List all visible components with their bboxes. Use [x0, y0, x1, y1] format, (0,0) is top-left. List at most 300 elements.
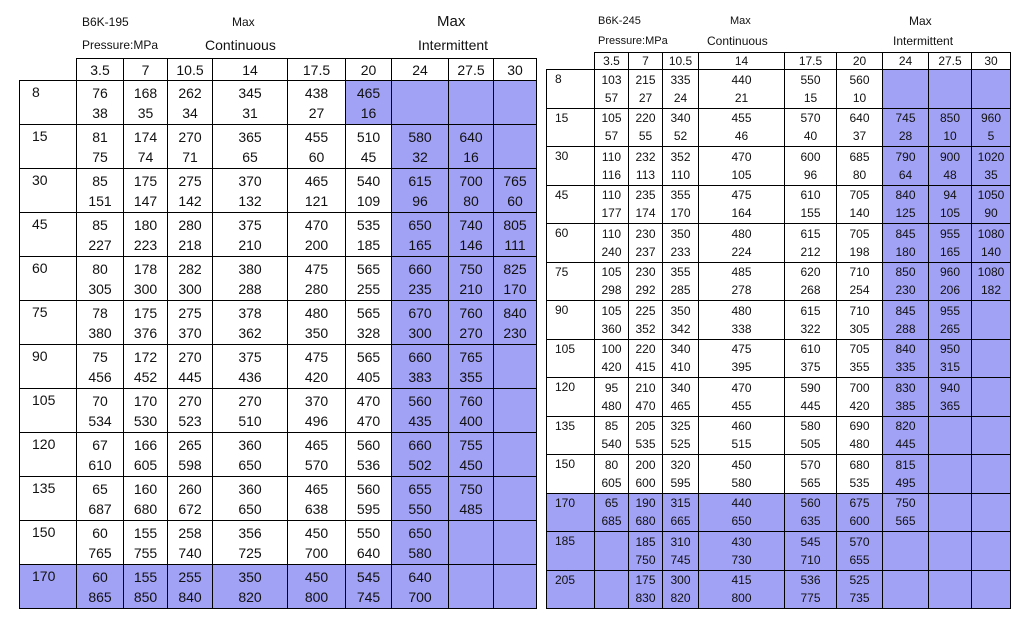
speed-value — [972, 512, 1010, 530]
speed-value — [972, 435, 1010, 453]
value-cell — [837, 532, 883, 571]
value-cell — [392, 521, 449, 565]
flow-value: 450 — [304, 568, 329, 585]
table-row — [20, 565, 537, 609]
value-cell — [929, 70, 972, 109]
value-cell — [449, 257, 494, 301]
speed-value: 165 — [939, 244, 961, 259]
value-cell — [595, 70, 629, 109]
flow-value: 845 — [895, 303, 916, 318]
flow-value — [972, 71, 1010, 89]
flow-value: 1080 — [977, 226, 1005, 241]
flow-value: 700 — [849, 380, 870, 395]
header-corner — [20, 59, 77, 81]
speed-value: 485 — [459, 500, 483, 517]
speed-value: 535 — [849, 475, 870, 490]
flow-value: 440 — [731, 72, 752, 87]
value-cell — [663, 147, 699, 186]
speed-value: 255 — [356, 280, 381, 297]
speed-value: 298 — [601, 283, 622, 298]
value-cell — [663, 455, 699, 494]
flow-value: 475 — [731, 188, 752, 203]
speed-value: 775 — [800, 591, 821, 606]
flow-value: 65 — [92, 480, 108, 497]
flow-value: 275 — [178, 172, 202, 189]
value-cell — [168, 433, 213, 477]
pressure-header-row — [20, 59, 537, 81]
flow-value — [392, 83, 448, 103]
speed-value: 665 — [670, 514, 691, 529]
flow-value: 545 — [356, 568, 381, 585]
flow-value: 440 — [731, 496, 752, 511]
speed-value: 540 — [601, 437, 622, 452]
value-cell — [972, 301, 1011, 340]
speed-value — [494, 411, 536, 431]
value-cell — [392, 213, 449, 257]
table-row — [547, 108, 1011, 147]
speed-value: 595 — [670, 475, 691, 490]
flow-value: 570 — [800, 457, 821, 472]
speed-value: 96 — [803, 167, 818, 182]
speed-value: 110 — [670, 167, 691, 182]
speed-value: 650 — [731, 514, 752, 529]
value-cell — [837, 416, 883, 455]
value-cell — [288, 389, 346, 433]
value-cell — [629, 416, 663, 455]
speed-value: 745 — [670, 552, 691, 567]
flow-value: 610 — [800, 342, 821, 357]
value-cell — [449, 125, 494, 169]
speed-value: 495 — [895, 475, 916, 490]
flow-value: 172 — [133, 348, 158, 365]
value-cell — [785, 416, 837, 455]
value-cell — [213, 125, 288, 169]
speed-label-cell: 15 — [547, 108, 595, 147]
pressure-header-cell: 30 — [972, 53, 1011, 70]
flow-value — [494, 567, 536, 587]
speed-value: 305 — [88, 280, 112, 297]
value-cell — [972, 339, 1011, 378]
speed-value: 233 — [670, 244, 691, 259]
flow-value: 820 — [895, 419, 916, 434]
right-intermittent-line2: Intermittent — [893, 34, 954, 48]
value-cell — [929, 301, 972, 340]
speed-value: 57 — [604, 129, 619, 144]
value-cell — [699, 185, 785, 224]
left-intermittent-line1: Max — [437, 13, 466, 30]
value-cell — [883, 378, 929, 417]
speed-value: 565 — [800, 475, 821, 490]
speed-value — [494, 367, 536, 387]
value-cell — [785, 301, 837, 340]
pressure-header-cell: 10.5 — [663, 53, 699, 70]
value-cell — [168, 389, 213, 433]
speed-value: 218 — [178, 236, 202, 253]
value-cell — [883, 70, 929, 109]
value-cell — [124, 213, 168, 257]
flow-value — [929, 417, 971, 435]
value-cell — [629, 570, 663, 609]
value-cell — [124, 345, 168, 389]
speed-value: 96 — [412, 192, 428, 209]
flow-value: 825 — [503, 260, 527, 277]
value-cell — [77, 301, 124, 345]
table-row — [20, 257, 537, 301]
value-cell — [883, 339, 929, 378]
speed-label-cell: 60 — [20, 257, 77, 301]
value-cell — [837, 493, 883, 532]
flow-value: 655 — [408, 480, 432, 497]
speed-value — [883, 89, 928, 107]
flow-value: 1080 — [977, 265, 1005, 280]
value-cell — [77, 257, 124, 301]
value-cell — [785, 108, 837, 147]
speed-value: 445 — [800, 398, 821, 413]
speed-value: 80 — [852, 167, 867, 182]
speed-value: 288 — [895, 321, 916, 336]
speed-value: 38 — [92, 104, 108, 121]
flow-value: 345 — [238, 84, 262, 101]
value-cell — [595, 185, 629, 224]
value-cell — [595, 493, 629, 532]
value-cell — [929, 339, 972, 378]
value-cell — [699, 108, 785, 147]
value-cell — [77, 433, 124, 477]
speed-value — [449, 543, 493, 563]
value-cell — [168, 81, 213, 125]
flow-value: 480 — [304, 304, 329, 321]
speed-label-cell: 105 — [547, 339, 595, 378]
flow-value: 85 — [92, 172, 108, 189]
speed-value: 725 — [238, 544, 262, 561]
value-cell — [699, 378, 785, 417]
flow-value: 830 — [895, 380, 916, 395]
speed-value: 65 — [242, 148, 258, 165]
speed-value: 132 — [238, 192, 262, 209]
flow-value: 550 — [356, 524, 381, 541]
value-cell — [929, 493, 972, 532]
speed-value: 638 — [304, 500, 329, 517]
flow-value: 480 — [731, 226, 752, 241]
speed-value: 355 — [459, 368, 483, 385]
value-cell — [972, 455, 1011, 494]
value-cell — [883, 570, 929, 609]
flow-value: 215 — [635, 72, 656, 87]
flow-value: 185 — [635, 534, 656, 549]
flow-value: 356 — [238, 524, 262, 541]
speed-value: 865 — [88, 588, 112, 605]
value-cell — [699, 416, 785, 455]
value-cell — [972, 570, 1011, 609]
speed-value: 342 — [670, 321, 691, 336]
table-row — [547, 224, 1011, 263]
speed-value: 595 — [356, 500, 381, 517]
speed-value: 672 — [178, 500, 202, 517]
value-cell — [595, 147, 629, 186]
value-cell — [785, 532, 837, 571]
flow-value: 760 — [459, 392, 483, 409]
speed-value — [595, 589, 628, 607]
value-cell — [213, 433, 288, 477]
flow-value: 815 — [895, 457, 916, 472]
flow-value: 370 — [238, 172, 262, 189]
flow-value: 850 — [895, 265, 916, 280]
value-cell — [168, 213, 213, 257]
flow-value: 465 — [304, 480, 329, 497]
flow-value: 110 — [601, 226, 622, 241]
flow-value: 536 — [800, 573, 821, 588]
value-cell — [494, 169, 537, 213]
flow-value: 580 — [800, 419, 821, 434]
flow-value: 460 — [731, 419, 752, 434]
speed-value: 380 — [88, 324, 112, 341]
speed-value: 580 — [731, 475, 752, 490]
value-cell — [883, 455, 929, 494]
value-cell — [785, 262, 837, 301]
speed-value: 470 — [356, 412, 381, 429]
table-row — [20, 213, 537, 257]
flow-value: 660 — [408, 348, 432, 365]
value-cell — [392, 477, 449, 521]
speed-label-cell: 8 — [547, 70, 595, 109]
table-row — [547, 301, 1011, 340]
pressure-header-cell: 17.5 — [288, 59, 346, 81]
pressure-header-cell: 27.5 — [929, 53, 972, 70]
speed-value: 140 — [849, 206, 870, 221]
value-cell — [837, 570, 883, 609]
value-cell — [785, 339, 837, 378]
value-cell — [972, 378, 1011, 417]
speed-label-cell: 45 — [20, 213, 77, 257]
speed-value: 700 — [408, 588, 432, 605]
table-row — [20, 433, 537, 477]
flow-value: 1050 — [977, 188, 1005, 203]
value-cell — [124, 433, 168, 477]
speed-label-cell: 30 — [547, 147, 595, 186]
flow-value: 352 — [670, 149, 691, 164]
flow-value — [929, 494, 971, 512]
value-cell — [837, 301, 883, 340]
flow-value — [972, 571, 1010, 589]
right-continuous-line1: Max — [730, 15, 751, 27]
speed-value: 750 — [635, 552, 656, 567]
speed-value: 278 — [731, 283, 752, 298]
speed-value: 523 — [178, 412, 202, 429]
value-cell — [595, 224, 629, 263]
speed-label-cell: 45 — [547, 185, 595, 224]
value-cell — [77, 565, 124, 609]
speed-value: 470 — [635, 398, 656, 413]
value-cell — [629, 70, 663, 109]
value-cell — [929, 570, 972, 609]
speed-value: 140 — [980, 244, 1002, 259]
value-cell — [699, 70, 785, 109]
value-cell — [213, 521, 288, 565]
value-cell — [663, 493, 699, 532]
flow-value: 320 — [670, 457, 691, 472]
speed-value: 113 — [635, 167, 656, 182]
value-cell — [929, 416, 972, 455]
flow-value — [449, 567, 493, 587]
value-cell — [77, 213, 124, 257]
speed-value: 820 — [238, 588, 262, 605]
speed-value: 740 — [178, 544, 202, 561]
value-cell — [168, 257, 213, 301]
flow-value: 235 — [635, 188, 656, 203]
flow-value: 155 — [133, 568, 158, 585]
value-cell — [883, 416, 929, 455]
speed-value: 142 — [178, 192, 202, 209]
value-cell — [837, 378, 883, 417]
value-cell — [929, 455, 972, 494]
flow-value: 470 — [304, 216, 329, 233]
speed-label-cell: 75 — [20, 301, 77, 345]
flow-value: 80 — [604, 457, 619, 472]
flow-value — [883, 571, 928, 589]
speed-label-cell: 120 — [547, 378, 595, 417]
flow-value: 955 — [939, 226, 961, 241]
speed-label-cell: 135 — [547, 416, 595, 455]
value-cell — [346, 169, 392, 213]
flow-value: 475 — [304, 260, 329, 277]
pressure-header-cell: 20 — [346, 59, 392, 81]
left-model-label: B6K-195 — [82, 15, 129, 29]
flow-value: 650 — [408, 216, 432, 233]
speed-value: 90 — [984, 206, 998, 221]
value-cell — [77, 125, 124, 169]
flow-value: 360 — [238, 480, 262, 497]
speed-value: 109 — [356, 192, 381, 209]
speed-value — [929, 589, 971, 607]
value-cell — [449, 433, 494, 477]
speed-value: 5 — [987, 129, 995, 144]
speed-value: 254 — [849, 283, 870, 298]
speed-value: 598 — [178, 456, 202, 473]
value-cell — [699, 455, 785, 494]
speed-value: 230 — [503, 324, 527, 341]
value-cell — [595, 339, 629, 378]
left-performance-table — [19, 58, 537, 609]
value-cell — [213, 213, 288, 257]
flow-value: 750 — [459, 260, 483, 277]
value-cell — [595, 416, 629, 455]
value-cell — [77, 521, 124, 565]
flow-value: 465 — [304, 436, 329, 453]
flow-value: 745 — [895, 111, 916, 126]
speed-value: 270 — [459, 324, 483, 341]
flow-value: 225 — [635, 303, 656, 318]
flow-value: 710 — [849, 265, 870, 280]
flow-value: 685 — [849, 149, 870, 164]
value-cell — [77, 345, 124, 389]
flow-value — [494, 435, 536, 455]
value-cell — [663, 108, 699, 147]
speed-value: 735 — [849, 591, 870, 606]
speed-value: 362 — [238, 324, 262, 341]
speed-value: 370 — [178, 324, 202, 341]
speed-value: 600 — [635, 475, 656, 490]
speed-value: 420 — [849, 398, 870, 413]
speed-value: 121 — [304, 192, 329, 209]
speed-value: 300 — [133, 280, 158, 297]
pressure-header-cell: 14 — [213, 59, 288, 81]
flow-value: 270 — [238, 392, 262, 409]
value-cell — [449, 81, 494, 125]
speed-value: 580 — [408, 544, 432, 561]
speed-value: 840 — [178, 588, 202, 605]
flow-value: 675 — [849, 496, 870, 511]
flow-value — [449, 83, 493, 103]
value-cell — [346, 125, 392, 169]
speed-value: 350 — [304, 324, 329, 341]
left-intermittent-line2: Intermittent — [418, 37, 489, 53]
flow-value: 315 — [670, 496, 691, 511]
speed-label-cell: 150 — [20, 521, 77, 565]
right-continuous-line2: Continuous — [707, 34, 768, 48]
value-cell — [288, 125, 346, 169]
flow-value: 660 — [408, 436, 432, 453]
value-cell — [629, 378, 663, 417]
speed-value: 456 — [88, 368, 112, 385]
speed-value: 685 — [601, 514, 622, 529]
speed-label-cell: 90 — [547, 301, 595, 340]
flow-value: 900 — [939, 149, 961, 164]
value-cell — [663, 532, 699, 571]
speed-value: 650 — [238, 456, 262, 473]
value-cell — [837, 108, 883, 147]
flow-value — [883, 533, 928, 551]
speed-value: 405 — [356, 368, 381, 385]
value-cell — [837, 339, 883, 378]
flow-value: 960 — [980, 111, 1002, 126]
speed-value: 16 — [360, 104, 377, 121]
flow-value: 220 — [635, 342, 656, 357]
flow-value: 615 — [800, 303, 821, 318]
speed-value: 240 — [601, 244, 622, 259]
flow-value — [929, 456, 971, 474]
value-cell — [595, 108, 629, 147]
value-cell — [168, 169, 213, 213]
value-cell — [972, 493, 1011, 532]
flow-value: 940 — [939, 380, 961, 395]
flow-value: 700 — [459, 172, 483, 189]
value-cell — [346, 213, 392, 257]
flow-value: 355 — [670, 188, 691, 203]
speed-value: 111 — [504, 236, 526, 253]
value-cell — [972, 262, 1011, 301]
value-cell — [785, 147, 837, 186]
value-cell — [929, 378, 972, 417]
speed-value: 530 — [133, 412, 158, 429]
table-row — [20, 389, 537, 433]
pressure-header-cell: 7 — [629, 53, 663, 70]
speed-label-cell: 150 — [547, 455, 595, 494]
speed-value: 27 — [308, 104, 325, 121]
speed-value: 116 — [601, 167, 622, 182]
pressure-header-row — [547, 53, 1011, 70]
flow-value — [494, 391, 536, 411]
speed-value: 10 — [852, 90, 867, 105]
value-cell — [663, 570, 699, 609]
speed-value: 376 — [133, 324, 158, 341]
flow-value: 620 — [800, 265, 821, 280]
speed-value: 170 — [503, 280, 527, 297]
speed-value: 850 — [133, 588, 158, 605]
speed-value: 165 — [408, 236, 432, 253]
flow-value: 85 — [604, 419, 619, 434]
flow-value: 230 — [635, 226, 656, 241]
flow-value: 660 — [408, 260, 432, 277]
